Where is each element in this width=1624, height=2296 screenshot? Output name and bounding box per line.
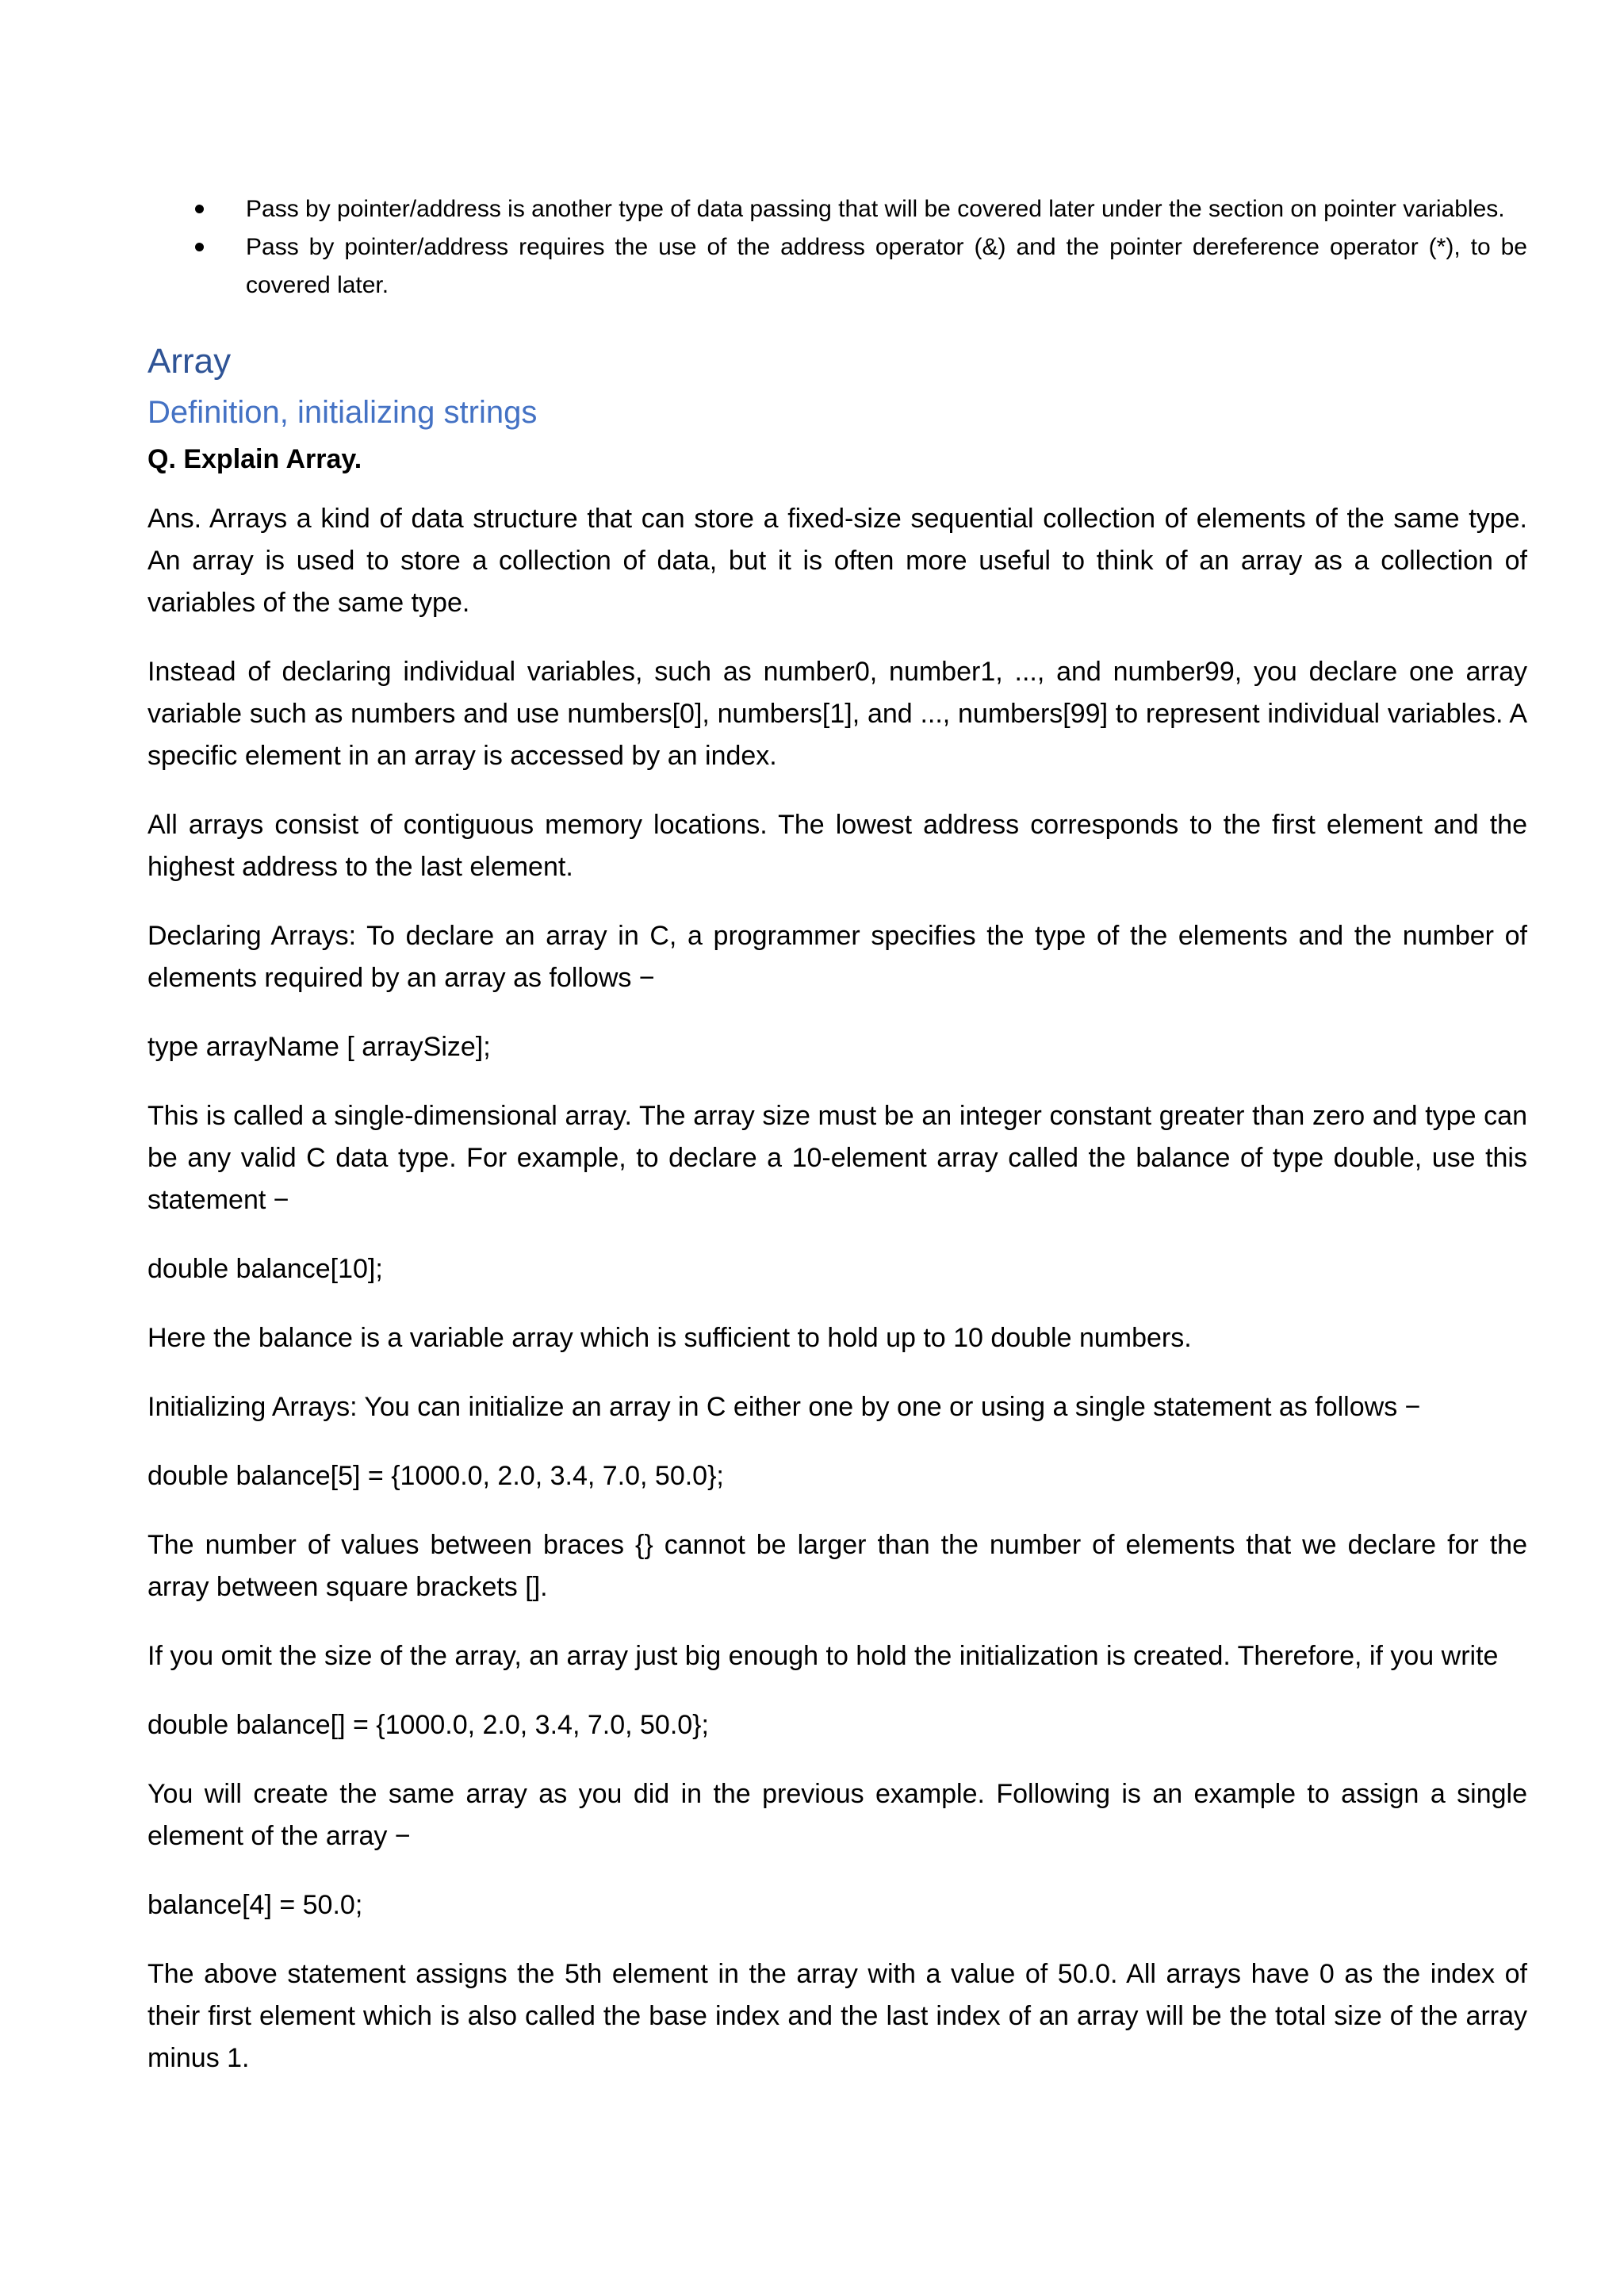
bullet-dot-icon	[195, 243, 204, 251]
document-page	[147, 190, 1527, 2106]
bullet-text: Pass by pointer/address is another type of data passing that will be covered later under the section on pointer variables.	[246, 196, 1505, 222]
bullet-item	[147, 190, 1527, 228]
paragraph-contiguous-memory: All arrays consist of contiguous memory locations. The lowest address corresponds to the first element and the highest address to the last element.	[147, 810, 1527, 882]
paragraph-braces-limit: The number of values between braces {} cannot be larger than the number of elements that we declare for the array between square brackets [].	[147, 1530, 1527, 1602]
subsection-heading: Definition, initializing strings	[147, 395, 538, 430]
code-line-declaration-syntax: type arrayName [ arraySize];	[147, 1032, 491, 1062]
section-heading: Array	[147, 342, 232, 381]
bullet-dot-icon	[195, 205, 204, 213]
paragraph-individual-variables: Instead of declaring individual variables, such as number0, number1, ..., and number99, you declare one array variable such as numbers and use numbers[0], numbers[1], and ..., numbers[99] to represent individual variables. A specific element in an array is accessed by an index.	[147, 657, 1527, 771]
paragraph-base-index: The above statement assigns the 5th element in the array with a value of 50.0. All arrays have 0 as the index of their first element which is also called the base index and the last index of an array will be the total size of the array minus 1.	[147, 1959, 1527, 2073]
question-text: Q. Explain Array.	[147, 444, 362, 474]
code-line-balance-assign: balance[4] = 50.0;	[147, 1890, 363, 1920]
paragraph-omit-size: If you omit the size of the array, an array just big enough to hold the initialization is created. Therefore, if you write	[147, 1641, 1499, 1671]
code-line-balance-10: double balance[10];	[147, 1254, 383, 1284]
paragraph-initializing-arrays: Initializing Arrays: You can initialize an array in C either one by one or using a single statement as follows −	[147, 1392, 1421, 1422]
paragraph-single-dimensional: This is called a single-dimensional array. The array size must be an integer constant greater than zero and type can be any valid C data type. For example, to declare a 10-element array called the balance of type double, use this statement −	[147, 1101, 1527, 1215]
bullet-text: Pass by pointer/address requires the use of the address operator (&) and the pointer dereference operator (*), to be covered later.	[246, 234, 1527, 298]
paragraph-same-array: You will create the same array as you did in the previous example. Following is an example to assign a single element of the array −	[147, 1779, 1527, 1851]
paragraph-declaring-arrays: Declaring Arrays: To declare an array in C, a programmer specifies the type of the elements and the number of elements required by an array as follows −	[147, 921, 1527, 993]
paragraph-balance-explanation: Here the balance is a variable array which is sufficient to hold up to 10 double numbers.	[147, 1323, 1192, 1353]
paragraph-answer-intro: Ans. Arrays a kind of data structure that can store a fixed-size sequential collection of elements of the same type. An array is used to store a collection of data, but it is often more useful to think of an array as a collection of variables of the same type.	[147, 504, 1527, 618]
code-line-balance-5-init: double balance[5] = {1000.0, 2.0, 3.4, 7.0, 50.0};	[147, 1461, 724, 1491]
bullet-item	[147, 228, 1527, 305]
bullet-list	[147, 190, 1527, 305]
code-line-balance-unsized-init: double balance[] = {1000.0, 2.0, 3.4, 7.0, 50.0};	[147, 1710, 709, 1740]
